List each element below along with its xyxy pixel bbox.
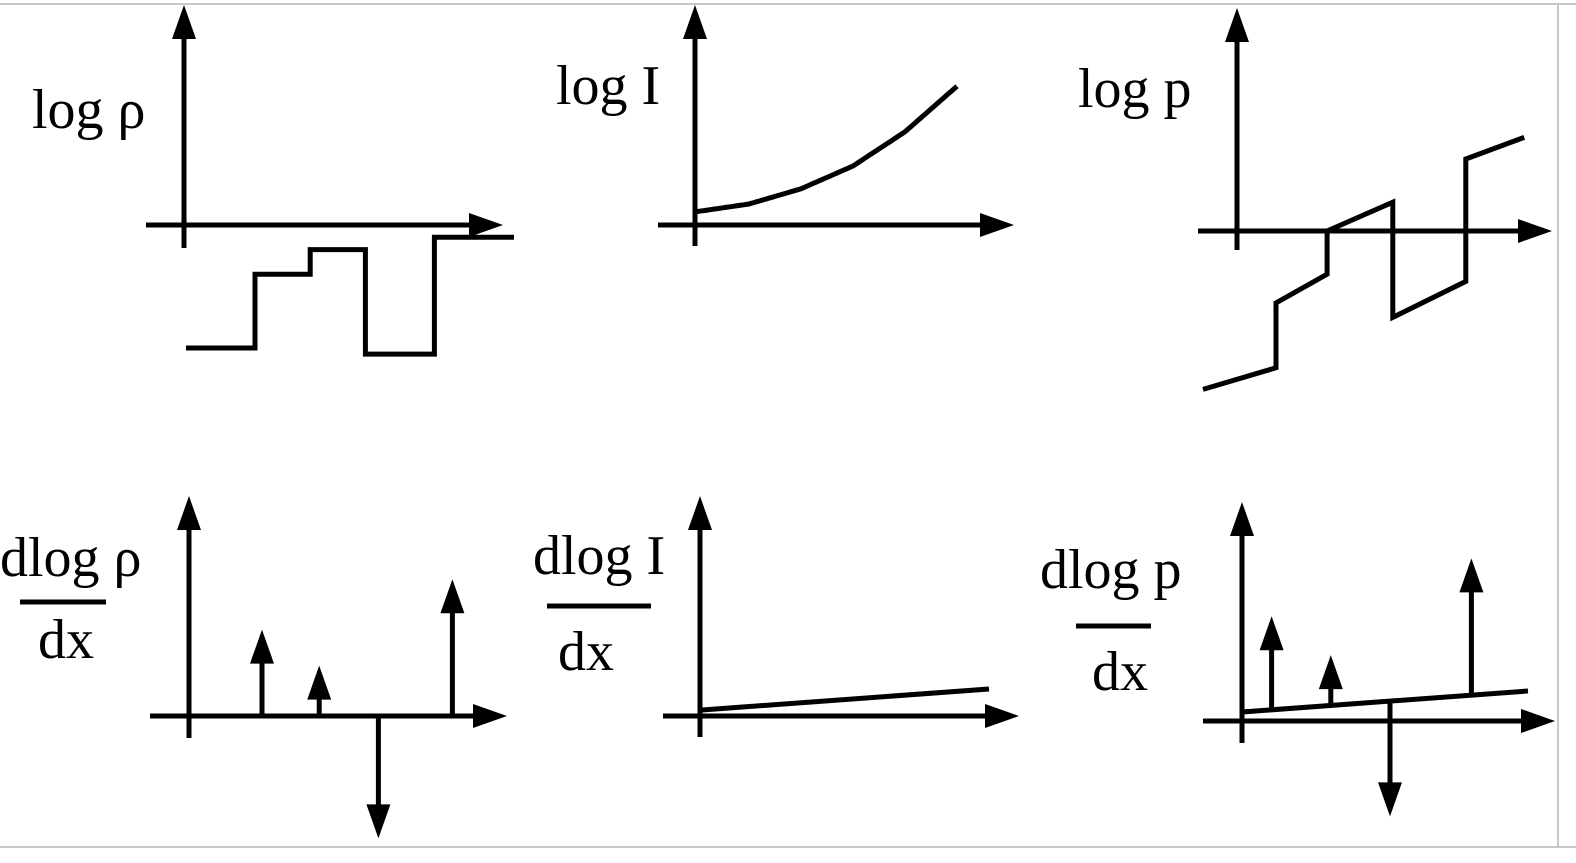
impulse-arrowhead-3 [1459,558,1483,592]
frame-top-edge [0,3,1576,5]
x-axis-arrowhead [1521,709,1555,733]
impulse-arrowhead-0 [1260,616,1284,650]
x-axis-arrowhead [1518,219,1552,243]
log-p-curve [1203,137,1524,389]
y-axis-arrowhead [683,5,707,39]
impulse-arrowhead-2 [1378,782,1402,816]
label-dlog-p-numerator: dlog p [1040,539,1182,601]
impulse-arrowhead-1 [307,666,331,700]
y-axis-arrowhead [172,5,196,39]
impulse-arrowhead-2 [366,804,390,838]
dlog-i-line [702,689,989,710]
panel-log-i [658,5,1014,246]
log-i-curve [697,86,957,211]
x-axis-arrowhead [985,704,1019,728]
frame-bottom-edge [0,846,1576,848]
dlog-p-baseline [1242,691,1528,712]
label-log-i: log I [556,55,661,117]
x-axis-arrowhead [473,704,507,728]
panel-dlog-i [663,496,1019,737]
label-dlog-rho-denominator: dx [38,609,94,671]
panel-dlog-rho [150,496,507,838]
label-dlog-rho-numerator: dlog ρ [0,527,142,589]
y-axis-arrowhead [688,496,712,530]
panel-dlog-p [1203,502,1555,816]
label-dlog-i-numerator: dlog I [533,525,666,587]
impulse-arrowhead-1 [1319,655,1343,689]
impulse-arrowhead-3 [440,579,464,613]
x-axis-arrowhead [469,213,503,237]
panel-log-rho [146,5,514,354]
label-log-p: log p [1078,58,1192,120]
panel-log-p [1198,8,1552,389]
label-dlog-i-denominator: dx [558,621,614,683]
staircase-curve [186,237,514,354]
y-axis-arrowhead [1225,8,1249,42]
frame-right-edge [1557,3,1559,848]
impulse-arrowhead-0 [250,630,274,664]
x-axis-arrowhead [980,213,1014,237]
y-axis-arrowhead [1230,502,1254,536]
label-dlog-p-denominator: dx [1092,641,1148,703]
label-log-rho: log ρ [32,79,146,141]
y-axis-arrowhead [177,496,201,530]
